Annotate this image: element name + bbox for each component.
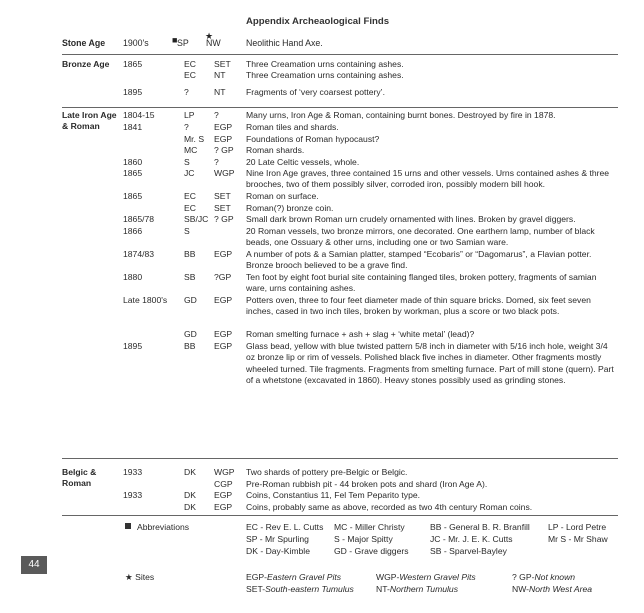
- row-description: Small dark brown Roman urn crudely ornamented with lines. Broken by gravel diggers.: [246, 214, 576, 224]
- row-description: Foundations of Roman hypocaust?: [246, 134, 380, 144]
- row-site: ?: [214, 157, 219, 167]
- row-finder: S: [184, 157, 190, 167]
- square-marker-icon: ■: [172, 35, 178, 45]
- row-description: Roman shards.: [246, 145, 305, 155]
- row-date: Late 1800's: [123, 295, 168, 305]
- row-site: SET: [214, 191, 231, 201]
- square-marker-icon: [125, 523, 131, 529]
- row-finder: JC: [184, 168, 195, 178]
- row-date: 1804-15: [123, 110, 155, 120]
- row-description: Three Creamation urns containing ashes.: [246, 70, 404, 80]
- abbreviation-item: SP - Mr Spurling: [246, 534, 309, 544]
- site-code: EGP: [246, 572, 265, 582]
- row-description: Roman tiles and shards.: [246, 122, 339, 132]
- row-finder: GD: [184, 329, 197, 339]
- row-description: Potters oven, three to four feet diameter made of thin square bricks. Domed, six feet seven inches, cased in two inch tiles, broken by workman, plus a score or two black pots.: [246, 295, 591, 317]
- row-site: CGP: [214, 479, 233, 489]
- sites-label: Sites: [135, 572, 155, 582]
- row-date: 1865: [123, 59, 143, 69]
- site-item: [376, 584, 458, 595]
- row-finder: SB: [184, 272, 196, 282]
- row-site: EGP: [214, 134, 233, 144]
- row-date: 1895: [123, 87, 143, 97]
- row-description: Fragments of ‘very coarsest pottery’.: [246, 87, 385, 97]
- row-description: Coins, probably same as above, recorded as two 4th century Roman coins.: [246, 502, 533, 512]
- row-finder: EC: [184, 70, 196, 80]
- abbreviation-item: Mr S - Mr Shaw: [548, 534, 608, 544]
- row-date: 1880: [123, 272, 143, 282]
- row-finder: GD: [184, 295, 197, 305]
- abbreviations-heading: [125, 522, 189, 533]
- site-separator: -: [386, 584, 390, 594]
- row-finder: Mr. S: [184, 134, 205, 144]
- abbreviation-item: SB - Sparvel-Bayley: [430, 546, 507, 556]
- site-separator: -: [526, 584, 530, 594]
- abbreviation-item: S - Major Spitty: [334, 534, 393, 544]
- row-site: SET: [214, 59, 231, 69]
- header-description: Neolithic Hand Axe.: [246, 38, 323, 48]
- header-period: Stone Age: [62, 38, 106, 48]
- divider: [62, 107, 618, 108]
- row-site: NT: [214, 87, 226, 97]
- row-finder: BB: [184, 341, 196, 351]
- row-finder: BB: [184, 249, 196, 259]
- row-finder: LP: [184, 110, 195, 120]
- site-code: ? GP: [512, 572, 532, 582]
- row-site: ? GP: [214, 214, 234, 224]
- site-item: [376, 572, 476, 583]
- star-marker-icon: ★: [125, 572, 136, 582]
- row-site: ?GP: [214, 272, 232, 282]
- row-description: Ten foot by eight foot burial site containing flanged tiles, broken pottery, fragments of samian ware, urns containing ashes.: [246, 272, 597, 294]
- abbreviation-item: GD - Grave diggers: [334, 546, 409, 556]
- row-site: WGP: [214, 168, 235, 178]
- row-date: 1866: [123, 226, 143, 236]
- row-finder: S: [184, 226, 190, 236]
- row-site: EGP: [214, 295, 233, 305]
- site-name: North West Area: [529, 584, 593, 594]
- row-site: EGP: [214, 502, 233, 512]
- row-finder: DK: [184, 490, 196, 500]
- row-date: 1865: [123, 168, 143, 178]
- row-period: Belgic & Roman: [62, 467, 97, 489]
- divider: [62, 515, 618, 516]
- site-name: Northern Tumulus: [389, 584, 458, 594]
- row-finder: DK: [184, 467, 196, 477]
- row-site: SET: [214, 203, 231, 213]
- site-name: Not known: [534, 572, 576, 582]
- row-description: Many urns, Iron Age & Roman, containing burnt bones. Destroyed by fire in 1878.: [246, 110, 556, 120]
- row-date: 1933: [123, 490, 143, 500]
- site-name: South-eastern Tumulus: [265, 584, 354, 594]
- row-site: EGP: [214, 122, 233, 132]
- site-code: NW: [512, 584, 527, 594]
- site-separator: -: [531, 572, 535, 582]
- row-site: EGP: [214, 329, 233, 339]
- row-site: NT: [214, 70, 226, 80]
- site-name: Western Gravel Pits: [399, 572, 476, 582]
- row-description: Nine Iron Age graves, three contained 15 urns and other vessels. Urns contained ashes & three brooches, two of them possibly silver, corroded iron, possibly modern bill hook.: [246, 168, 610, 190]
- row-date: 1874/83: [123, 249, 155, 259]
- row-description: Three Creamation urns containing ashes.: [246, 59, 404, 69]
- row-finder: SB/JC: [184, 214, 209, 224]
- sites-heading: [125, 572, 154, 583]
- row-site: EGP: [214, 249, 233, 259]
- row-date: 1865: [123, 191, 143, 201]
- header-date: 1900's: [123, 38, 149, 48]
- header-nw: NW: [206, 38, 221, 48]
- row-date: 1860: [123, 157, 143, 167]
- row-finder: MC: [184, 145, 198, 155]
- abbreviation-item: LP - Lord Petre: [548, 522, 607, 532]
- abbreviation-item: EC - Rev E. L. Cutts: [246, 522, 324, 532]
- page-number: 44: [21, 556, 47, 574]
- divider: [62, 54, 618, 55]
- row-description: Glass bead, yellow with blue twisted pattern 5/8 inch in diameter with 5/16 inch hole, weight 3/4 oz bronze lip or rim of vessels. Polished black five inches in diameter. Other fragments mostly wheeled turned. Tile fragments. Fragments from smelting furnace. Part of mill stone (quern). Part of a whetstone (excavated in 1860). Heavy stones possibly used as grinding stones.: [246, 341, 614, 385]
- row-site: EGP: [214, 490, 233, 500]
- row-period: Bronze Age: [62, 59, 110, 69]
- row-description: 20 Roman vessels, two bronze mirrors, one decorated. One earthern lamp, number of black beads, one Ossuary & other urns, including one or two Samian ware.: [246, 226, 595, 248]
- site-separator: -: [264, 572, 268, 582]
- row-description: 20 Late Celtic vessels, whole.: [246, 157, 360, 167]
- row-date: 1933: [123, 467, 143, 477]
- abbreviation-item: JC - Mr. J. E. K. Cutts: [430, 534, 513, 544]
- row-description: Two shards of pottery pre-Belgic or Belgic.: [246, 467, 408, 477]
- site-item: [246, 584, 354, 595]
- site-code: NT: [376, 584, 387, 594]
- row-date: 1895: [123, 341, 143, 351]
- row-date: 1841: [123, 122, 143, 132]
- abbreviation-item: DK - Day-Kimble: [246, 546, 310, 556]
- row-site: ? GP: [214, 145, 234, 155]
- star-marker-icon: ★: [205, 31, 214, 41]
- header-sp: SP: [177, 38, 189, 48]
- row-description: Roman smelting furnace + ash + slag + ‘white metal’ (lead)?: [246, 329, 475, 339]
- site-item: [512, 584, 592, 595]
- site-item: [512, 572, 575, 583]
- divider: [62, 458, 618, 459]
- row-description: Coins, Constantius 11, Fel Tem Peparito type.: [246, 490, 421, 500]
- site-name: Eastern Gravel Pits: [267, 572, 342, 582]
- row-site: ?: [214, 110, 219, 120]
- row-period: Late Iron Age & Roman: [62, 110, 117, 132]
- row-site: EGP: [214, 341, 233, 351]
- row-description: Roman(?) bronze coin.: [246, 203, 334, 213]
- abbreviations-label: Abbreviations: [137, 522, 190, 532]
- row-finder: EC: [184, 191, 196, 201]
- row-description: Pre-Roman rubbish pit - 44 broken pots and shard (Iron Age A).: [246, 479, 488, 489]
- row-finder: EC: [184, 203, 196, 213]
- site-code: SET: [246, 584, 263, 594]
- abbreviation-item: BB - General B. R. Branfill: [430, 522, 530, 532]
- row-finder: ?: [184, 87, 189, 97]
- row-finder: DK: [184, 502, 196, 512]
- row-description: A number of pots & a Samian platter, stamped “Ecobaris” or “Dagomarus”, a Flavian potter. Bronze brooch believed to be a grave find.: [246, 249, 592, 271]
- row-description: Roman on surface.: [246, 191, 319, 201]
- row-finder: EC: [184, 59, 196, 69]
- page-title: Appendix Archeaological Finds: [246, 16, 390, 27]
- abbreviation-item: MC - Miller Christy: [334, 522, 405, 532]
- site-separator: -: [262, 584, 266, 594]
- row-site: WGP: [214, 467, 235, 477]
- row-finder: ?: [184, 122, 189, 132]
- site-item: [246, 572, 341, 583]
- site-code: WGP: [376, 572, 397, 582]
- row-date: 1865/78: [123, 214, 155, 224]
- site-separator: -: [396, 572, 400, 582]
